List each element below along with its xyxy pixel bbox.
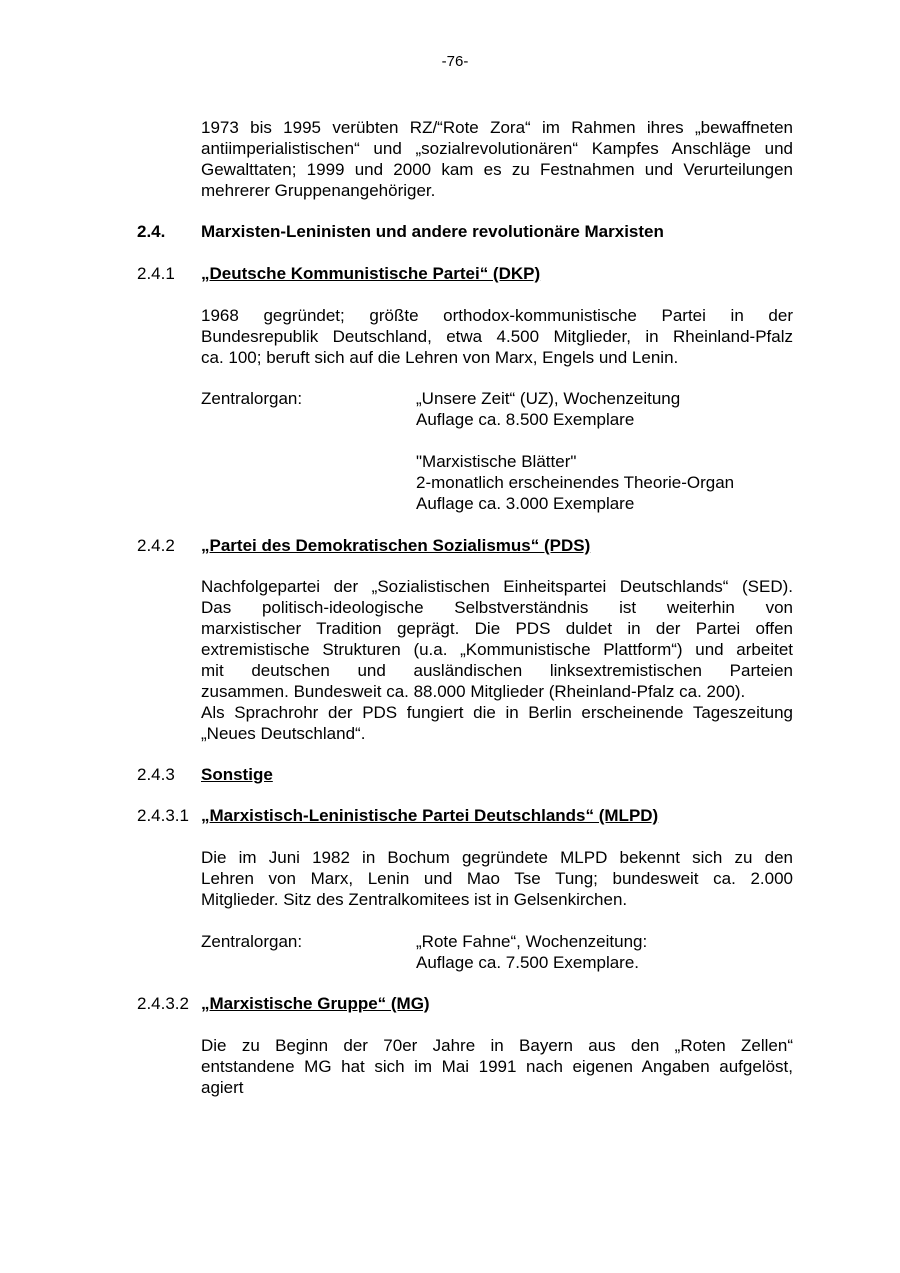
page-number: -76- [441,53,469,70]
intro-line: Gewalttaten; 1999 und 2000 kam es zu Festnahmen und Verurteilungen [201,160,793,179]
dkp-organ-label: Zentralorgan: [201,389,303,408]
section-title-mlpd: „Marxistisch-Leninistische Partei Deutschlands“ (MLPD) [201,806,659,825]
mg-line: entstandene MG hat sich im Mai 1991 nach eigenen Angaben aufgelöst, [201,1057,793,1076]
mg-paragraph [201,1035,793,1098]
mlpd-organ-rote-fahne [416,931,816,973]
section-number-2-4: 2.4. [137,222,166,241]
organ-line: "Marxistische Blätter" [416,452,577,471]
intro-paragraph [201,117,793,201]
mg-line: Die zu Beginn der 70er Jahre in Bayern aus den „Roten Zellen“ [201,1036,793,1055]
section-number-2-4-3-1: 2.4.3.1 [137,806,189,825]
intro-line: 1973 bis 1995 verübten RZ/“Rote Zora“ im Rahmen ihres „bewaffneten [201,118,793,137]
organ-line: Auflage ca. 7.500 Exemplare. [416,953,640,972]
section-title-pds: „Partei des Demokratischen Sozialismus“ (PDS) [201,536,591,555]
dkp-line: ca. 100; beruft sich auf die Lehren von Marx, Engels und Lenin. [201,348,679,367]
pds-paragraph [201,576,793,744]
mlpd-organ-label: Zentralorgan: [201,932,303,951]
organ-line: Auflage ca. 3.000 Exemplare [416,494,635,513]
dkp-line: Bundesrepublik Deutschland, etwa 4.500 Mitglieder, in Rheinland-Pfalz [201,327,793,346]
pds-line: zusammen. Bundesweit ca. 88.000 Mitglieder (Rheinland-Pfalz ca. 200). [201,682,746,701]
pds-line: Nachfolgepartei der „Sozialistischen Einheitspartei Deutschlands“ (SED). [201,577,793,596]
section-number-2-4-1: 2.4.1 [137,264,175,283]
pds-line: extremistische Strukturen (u.a. „Kommunistische Plattform“) und arbeitet [201,640,793,659]
section-title-sonstige: Sonstige [201,765,273,784]
pds-line: Als Sprachrohr der PDS fungiert die in Berlin erscheinende Tageszeitung [201,703,793,722]
dkp-organ-blaetter [416,451,816,514]
intro-line: antiimperialistischen“ und „sozialrevolutionären“ Kampfes Anschläge und [201,139,793,158]
mlpd-line: Lehren von Marx, Lenin und Mao Tse Tung; bundesweit ca. 2.000 [201,869,793,888]
mlpd-paragraph [201,847,793,910]
section-title-mg: „Marxistische Gruppe“ (MG) [201,994,430,1013]
dkp-paragraph [201,305,793,368]
pds-line: „Neues Deutschland“. [201,724,366,743]
pds-line: mit deutschen und ausländischen linksextremistischen Parteien [201,661,793,680]
mlpd-line: Mitglieder. Sitz des Zentralkomitees ist in Gelsenkirchen. [201,890,628,909]
section-title-2-4: Marxisten-Leninisten und andere revolutionäre Marxisten [201,222,664,241]
dkp-organ-uz [416,388,816,430]
organ-line: Auflage ca. 8.500 Exemplare [416,410,635,429]
section-number-2-4-3: 2.4.3 [137,765,175,784]
pds-line: marxistischer Tradition geprägt. Die PDS duldet in der Partei offen [201,619,793,638]
section-title-dkp: „Deutsche Kommunistische Partei“ (DKP) [201,264,541,283]
section-number-2-4-2: 2.4.2 [137,536,175,555]
intro-line: mehrerer Gruppenangehöriger. [201,181,436,200]
section-number-2-4-3-2: 2.4.3.2 [137,994,189,1013]
mg-line: agiert [201,1078,244,1097]
organ-line: „Unsere Zeit“ (UZ), Wochenzeitung [416,389,681,408]
mlpd-line: Die im Juni 1982 in Bochum gegründete MLPD bekennt sich zu den [201,848,793,867]
pds-line: Das politisch-ideologische Selbstverständnis ist weiterhin von [201,598,793,617]
organ-line: 2-monatlich erscheinendes Theorie-Organ [416,473,735,492]
organ-line: „Rote Fahne“, Wochenzeitung: [416,932,648,951]
dkp-line: 1968 gegründet; größte orthodox-kommunistische Partei in der [201,306,793,325]
